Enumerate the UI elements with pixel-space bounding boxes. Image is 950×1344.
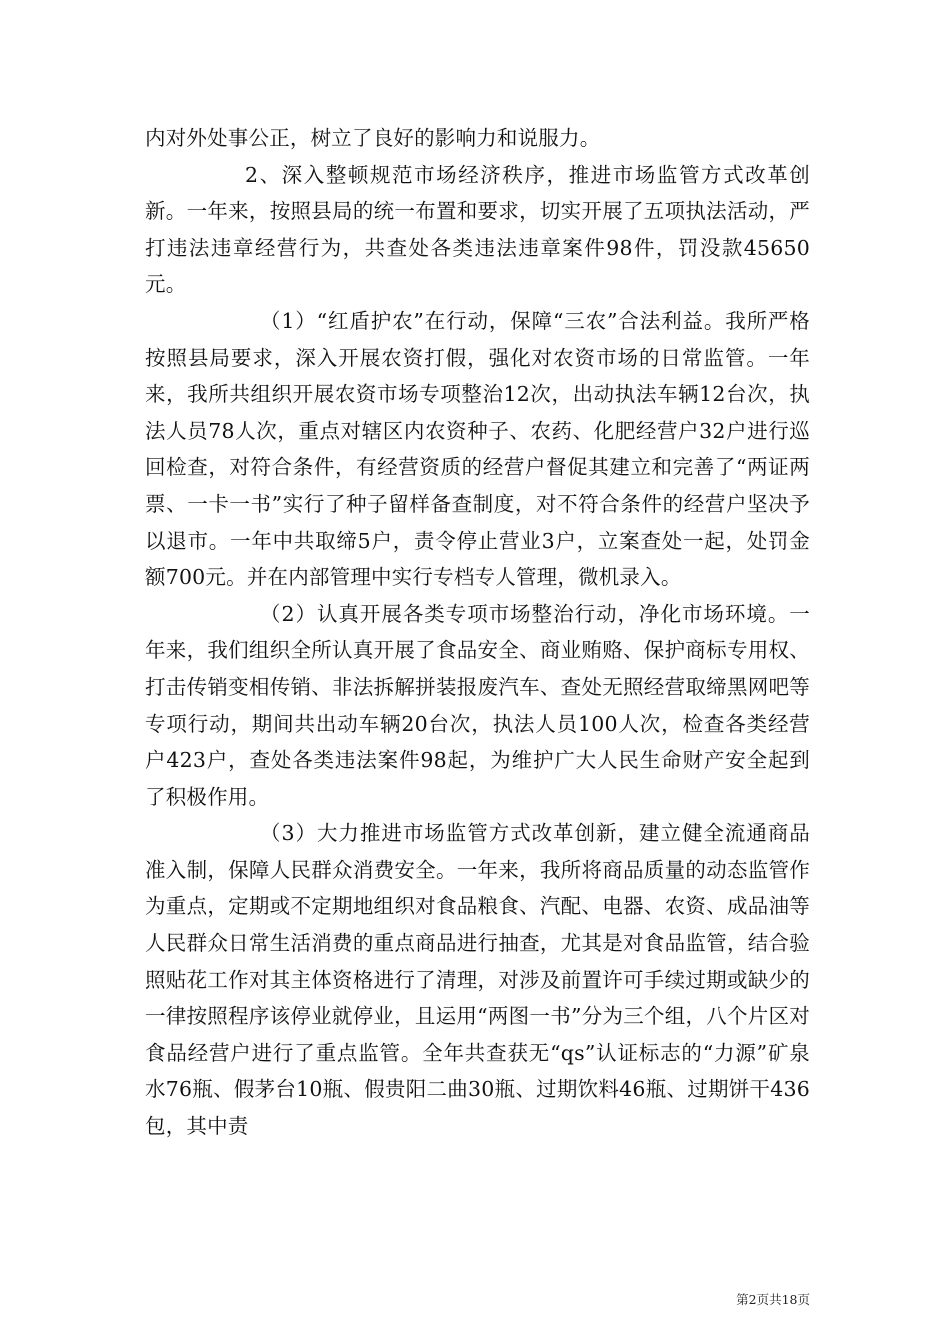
paragraph-item-2: （2）认真开展各类专项市场整治行动，净化市场环境。一年来，我们组织全所认真开展了食品安全、商业贿赂、保护商标专用权、打击传销变相传销、非法拆解拼装报废汽车、查处无照经营取缔黑网吧等专项行动，期间共出动车辆20台次，执法人员100人次，检查各类经营户423户，查处各类违法案件98起，为维护广大人民生命财产安全起到了积极作用。 [145,601,810,809]
paragraph-section-2: 2、深入整顿规范市场经济秩序，推进市场监管方式改革创新。一年来，按照县局的统一布置和要求，切实开展了五项执法活动，严打违法违章经营行为，共查处各类违法违章案件98件，罚没款45650元。 [145,162,810,297]
paragraph-item-3: （3）大力推进市场监管方式改革创新，建立健全流通商品准入制，保障人民群众消费安全。一年来，我所将商品质量的动态监管作为重点，定期或不定期地组织对食品粮食、汽配、电器、农资、成品油等人民群众日常生活消费的重点商品进行抽查，尤其是对食品监管，结合验照贴花工作对其主体资格进行了清理，对涉及前置许可手续过期或缺少的一律按照程序该停业就停业，且运用“两图一书”分为三个组，八个片区对食品经营户进行了重点监管。全年共查获无“qs”认证标志的“力源”矿泉水76瓶、假茅台10瓶、假贵阳二曲30瓶、过期饮料46瓶、过期饼干436包，其中责 [145,821,810,1139]
page-number-footer: 第2页共18页 [736,1292,810,1307]
paragraph-item-1: （1）“红盾护农”在行动，保障“三农”合法利益。我所严格按照县局要求，深入开展农资打假，强化对农资市场的日常监管。一年来，我所共组织开展农资市场专项整治12次，出动执法车辆12台次，执法人员78人次，重点对辖区内农资种子、农药、化肥经营户32户进行巡回检查，对符合条件，有经营资质的经营户督促其建立和完善了“两证两票、一卡一书”实行了种子留样备查制度，对不符合条件的经营户坚决予以退市。一年中共取缔5户，责令停止营业3户，立案查处一起，处罚金额700元。并在内部管理中实行专档专人管理，微机录入。 [145,308,810,590]
document-body [145,120,810,1145]
paragraph-continuation: 内对外处事公正，树立了良好的影响力和说服力。 [145,126,601,150]
